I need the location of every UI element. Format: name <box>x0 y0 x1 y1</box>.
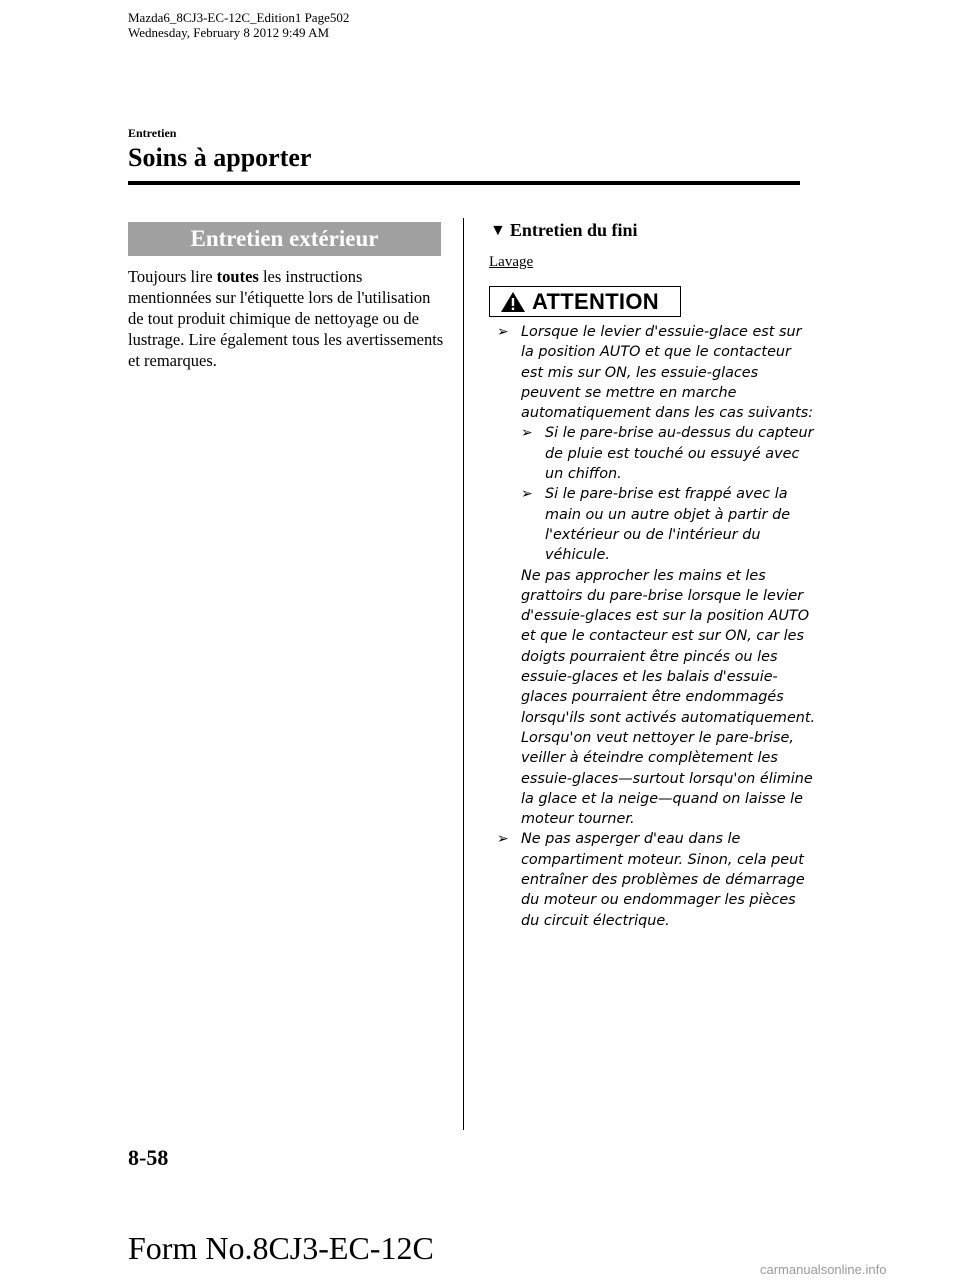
triangle-down-icon: ▼ <box>490 221 506 239</box>
page-number: 8-58 <box>128 1145 169 1170</box>
page-title: Soins à apporter <box>128 143 312 172</box>
column-divider <box>463 218 464 1130</box>
continuation-text: Ne pas approcher les mains et les grattoirs du pare-brise lorsque le levier d'essuie-glaces est sur la position AUTO et que le contacteur est sur ON, car les doigts pourraient être pincés ou les essuie-glaces et les balais d'essuie-glaces pourraient être endommagés lorsqu'ils sont activés automatiquement. <box>521 567 816 726</box>
list-item <box>521 423 817 484</box>
form-number: Form No.8CJ3-EC-12C <box>128 1230 434 1266</box>
title-rule <box>128 181 800 185</box>
warning-icon <box>500 291 526 313</box>
list-item <box>521 484 817 565</box>
bullet-text: Ne pas asperger d'eau dans le compartiment moteur. Sinon, cela peut entraîner des problèmes de démarrage du moteur ou endommager les pièces du circuit électrique. <box>521 831 805 929</box>
watermark: carmanualsonline.info <box>760 1262 887 1277</box>
arrow-bullet-icon: ➢ <box>521 425 533 442</box>
subsection-title: Entretien du fini <box>509 220 638 240</box>
print-header-file: Mazda6_8CJ3-EC-12C_Edition1 Page502 <box>128 10 350 25</box>
intro-text-start: Toujours lire <box>128 267 217 286</box>
print-header-date: Wednesday, February 8 2012 9:49 AM <box>128 25 330 40</box>
nested-bullet-text: Si le pare-brise au-dessus du capteur de pluie est touché ou essuyé avec un chiffon. <box>545 425 814 483</box>
intro-paragraph <box>128 266 448 371</box>
bullet-text: Lorsque le levier d'essuie-glace est sur la position AUTO et que le contacteur est mis sur ON, les essuie-glaces peuvent se mettre en marche automatiquement dans les cas suivants: <box>521 324 814 422</box>
arrow-bullet-icon: ➢ <box>521 486 533 503</box>
nested-bullet-text: Si le pare-brise est frappé avec la main ou un autre objet à partir de l'extérieur ou de l'intérieur du véhicule. <box>545 486 791 564</box>
intro-text-end: les instructions mentionnées sur l'étiquette lors de l'utilisation de tout produit chimique de nettoyage ou de lustrage. Lire également tous les avertissements et remarques. <box>128 267 444 370</box>
list-item <box>497 322 817 423</box>
subsubsection-title: Lavage <box>489 254 534 270</box>
list-item <box>497 829 817 930</box>
arrow-bullet-icon: ➢ <box>497 324 509 340</box>
continuation-text: Lorsqu'on veut nettoyer le pare-brise, veiller à éteindre complètement les essuie-glaces—surtout lorsqu'on élimine la glace et la neige—quand on laisse le moteur tourner. <box>521 729 813 828</box>
attention-label: ATTENTION <box>532 288 659 314</box>
subsection-heading <box>490 220 638 241</box>
print-header <box>128 10 349 40</box>
section-kicker: Entretien <box>128 126 177 140</box>
section-banner: Entretien extérieur <box>128 222 441 256</box>
intro-emphasis: toutes <box>216 267 259 286</box>
arrow-bullet-icon: ➢ <box>497 831 509 848</box>
attention-box <box>489 286 681 317</box>
warning-body <box>497 322 817 931</box>
